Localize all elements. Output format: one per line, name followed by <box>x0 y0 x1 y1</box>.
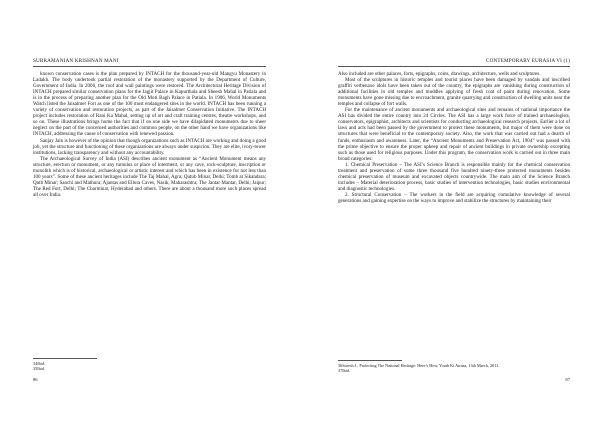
footnotes <box>338 363 570 373</box>
paragraph: Most of the sculptures in historic temples and tourist places have been damaged by vandals and inscribed graffiti verbenaxe idols have been taken out of the country, the epigraphs are vanishing during construction of additional facilities in old temples and muddles applying of fresh coat of paint during renovation. Some monuments have gone missing due to encroachment, granite quarrying and construction of dwelling units near the temples and collapse of fort walls. <box>338 77 570 108</box>
right-page <box>300 0 600 424</box>
footnote: 34Ibid. <box>33 361 45 366</box>
footnote: 35Ibid. <box>33 366 45 372</box>
page-body <box>33 71 266 198</box>
running-header: CONTEMPORARY EURASIA VI (1) <box>485 58 570 64</box>
paragraph: For the maintenance of ancient monuments and archaeological sites and remains of national importance the ASI has divided the entire country into 24 Circles. The ASI has a large work force of trained archaeologists, conservators, epigraphist, architects and scientists for conducting archaeological research projects. Earlier a lot of laws and acts had been passed by the government to protect these monuments, but major of them were done on structures that were beneficial to the contemporary society. Also, the work that was carried out had a dearth of funds, enthusiasm and awareness. Later, the “Ancient Monuments and Preservation Act, 1904” was passed with the prime objective to ensure the proper upkeep and repair of ancient buildings in private ownership excepting such as those used for religious purposes. Under this program, the conservation work is carried out in three main broad categories: <box>338 107 570 162</box>
page-number: 86 <box>33 377 38 382</box>
paragraph: 1. Chemical Preservation – The ASI’s Science Branch is responsible mainly for the chemical conservation treatment and preservation of some three thousand five hundred ninety-three protected monuments besides chemical preservation of museum and excavated objects countrywide. The main aim of the Science Branch includes – Material deterioration process, basic studies of intervention technologies, basic studies environmental and diagnostic technologies. <box>338 161 570 192</box>
page-body <box>338 71 570 204</box>
paragraph: Also included are other palaces, forts, epigraphs, coins, drawings, architecture, wells and sculptures. <box>338 71 541 77</box>
footnote-rule <box>338 360 402 361</box>
footnote: 37Ibid. <box>338 368 350 374</box>
paragraph: known conservation cases is the plan prepared by INTACH for the thousand-year-old Mangyu Monastery in Ladakh. The body undertook partial restoration of the monastery supported by the Department of Culture, Government of India. In 2006, the roof and wall paintings were restored. The Architectural Heritage Division of INTACH prepared similar conservation plans for the Jagjit Palace in Kapurthala and Sheesh Mahal in Patiala and is in the process of preparing another plan for the Old Moti Bagh Palace in Patiala. In 1906, World Monuments Watch listed the Jaisalmer Fort as one of the 100 most endangered sites in the world. INTACH has been running a variety of conservation and restoration projects, as part of the Jaisalmer Conservation Initiative. The INTACH project includes restoration of Rani Ka Mahal, setting up of art and craft training centres, theatre workshops, and so on. These illustrations brings home the fact that if on one side we have dilapidated monuments due to sheer neglect on the part of the concerned authorities and common people, on the other hand we have organizations like INTACH, addressing the cause of conservation with renewed passion. <box>33 71 266 138</box>
paragraph: Sanjay Jain is however of the opinion that though organizations such as INTACH are working and doing a good job, yet the structure and functioning of these organizations are always under suspicion. They are elite, ivory-tower institutions, lacking transparency and without any accountability. <box>33 137 267 156</box>
header-rule <box>338 66 570 67</box>
footnote: 36Suresh J., Protecting The National Heritage: Here’s How, Youth Ki Awaaz, 13th March, 2011. <box>338 363 500 368</box>
paragraph: The Archaeological Survey of India (ASI) describes ancient monument as “Ancient Monument means any structure, erection or monument, or any tumulus or place of interment, or any cave, rock-sculpture, inscription or monolith which is of historical, archaeological or artistic interest and which has been in existence for not less than 100 years”. Some of these ancient heritages include The Taj Mahal, Agra; Qutub Minar, Delhi; Tomb at Sikandara; Qutb Minar; Sanchi and Mathura; Ajantas and Ellora Caves, Nasik, Maharashtra; The Jantar Mantar, Delhi; Jaipur; The Red Fort, Delhi; The Charminar, Hyderabad and others. There are about a thousand more such places spread all over India. <box>33 155 266 198</box>
footnotes <box>33 361 266 371</box>
running-header: SUBRAMANIAN KRISHNAN MANI <box>33 58 119 64</box>
header-rule <box>33 66 266 67</box>
page-number: 87 <box>565 377 570 382</box>
footnote-rule <box>33 358 97 359</box>
paragraph: 2. Structural Conservation – The workers in the field are acquiring cumulative knowledge of several generations and gaining expertise on the ways to improve and stabilize the structures by maintaining their <box>338 191 570 204</box>
